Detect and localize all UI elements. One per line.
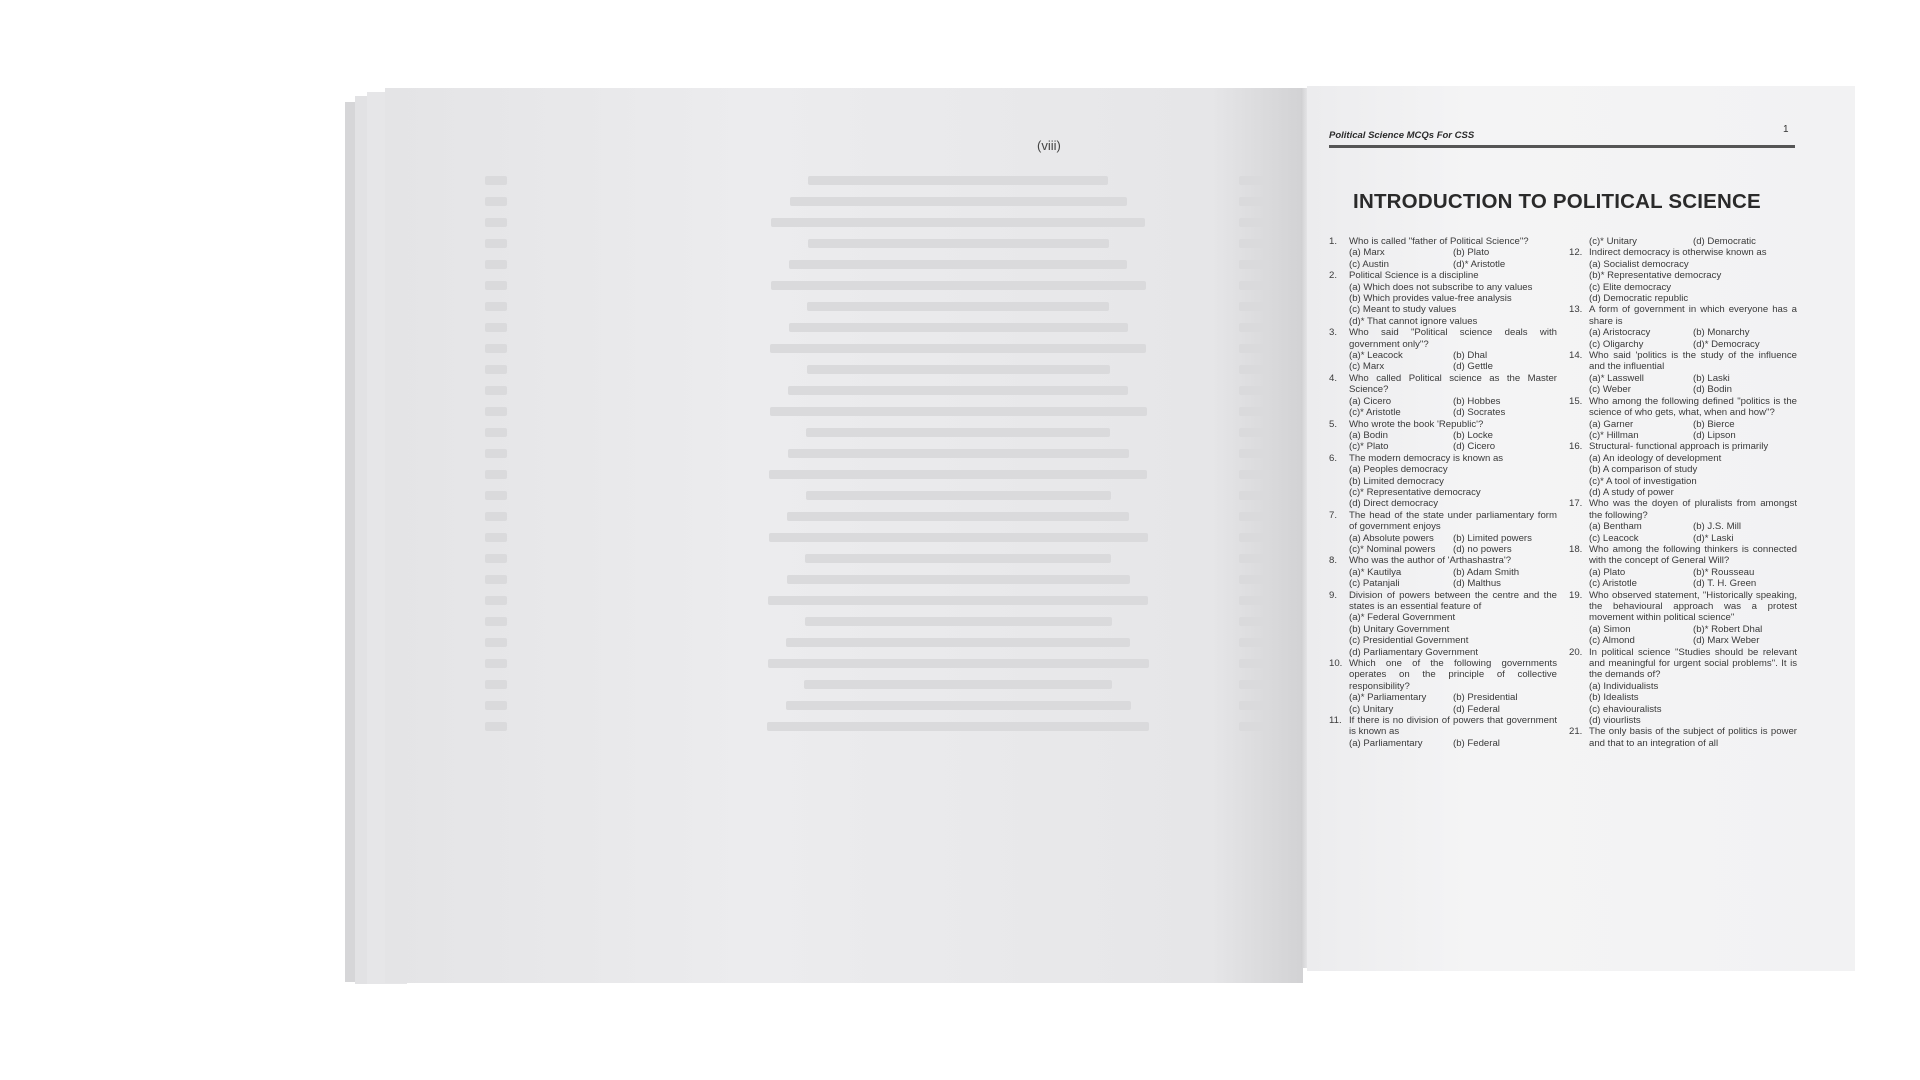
question-stem bbox=[1329, 715, 1557, 738]
faded-line bbox=[485, 359, 1265, 380]
faded-line bbox=[485, 632, 1265, 653]
answer-option: (c) Austin bbox=[1349, 258, 1389, 270]
answer-options bbox=[1569, 373, 1797, 396]
answer-option: (a) Which does not subscribe to any values bbox=[1349, 281, 1533, 293]
answer-option: (a) Aristocracy bbox=[1589, 327, 1651, 339]
question-text: Who among the following thinkers is connected with the concept of General Will? bbox=[1589, 543, 1797, 567]
answer-options bbox=[1329, 247, 1557, 270]
open-book bbox=[345, 88, 1797, 988]
answer-option: (a) Plato bbox=[1589, 566, 1626, 578]
question-text: If there is no division of powers that government is known as bbox=[1349, 715, 1557, 738]
answer-option: (c) Unitary bbox=[1349, 703, 1394, 715]
faded-line bbox=[485, 464, 1265, 485]
question-text: Indirect democracy is otherwise known as bbox=[1589, 247, 1767, 259]
faded-line bbox=[485, 653, 1265, 674]
running-head: Political Science MCQs For CSS bbox=[1329, 130, 1795, 148]
question-stem bbox=[1569, 498, 1797, 521]
question-item bbox=[1329, 555, 1557, 589]
answer-option: (a) Peoples democracy bbox=[1349, 464, 1448, 476]
question-stem bbox=[1329, 236, 1557, 247]
question-text: Who was the doyen of pluralists from amongst the following? bbox=[1589, 498, 1797, 521]
question-number: 2. bbox=[1329, 270, 1338, 282]
answer-option: (d) Federal bbox=[1453, 703, 1500, 715]
faded-line bbox=[485, 233, 1265, 254]
answer-option: (d)* That cannot ignore values bbox=[1349, 315, 1478, 327]
answer-options bbox=[1569, 624, 1797, 647]
question-stem bbox=[1329, 510, 1557, 533]
question-text: Which one of the following governments operates on the principle of collective responsibility? bbox=[1349, 658, 1557, 692]
question-stem bbox=[1569, 350, 1797, 373]
answer-options bbox=[1329, 692, 1557, 715]
answer-option: (b)* Representative democracy bbox=[1589, 270, 1722, 282]
question-item bbox=[1569, 350, 1797, 396]
question-stem bbox=[1569, 544, 1797, 567]
answer-options bbox=[1329, 396, 1557, 419]
question-text: Who was the author of 'Arthashastra'? bbox=[1349, 555, 1512, 567]
answer-option: (c) Patanjali bbox=[1349, 578, 1400, 590]
question-item bbox=[1569, 304, 1797, 350]
question-text: Who among the following defined "politics is the science of who gets, what, when and how"? bbox=[1589, 395, 1797, 419]
question-stem bbox=[1569, 396, 1797, 419]
faded-line bbox=[485, 611, 1265, 632]
faded-line bbox=[485, 254, 1265, 275]
answer-option: (c)* Nominal powers bbox=[1349, 543, 1436, 555]
question-stem bbox=[1329, 270, 1557, 281]
question-item bbox=[1569, 498, 1797, 544]
answer-option: (c) Almond bbox=[1589, 635, 1635, 647]
right-page bbox=[1307, 86, 1855, 971]
answer-option: (c)* Plato bbox=[1349, 441, 1389, 453]
question-text: In political science "Studies should be relevant and meaningful for urgent social problems". It is the demands of? bbox=[1589, 646, 1797, 681]
faded-line bbox=[485, 380, 1265, 401]
question-text: Structural- functional approach is primarily bbox=[1589, 441, 1769, 453]
question-text: The only basis of the subject of politics is power and that to an integration of all bbox=[1589, 726, 1797, 749]
answer-option: (b) Presidential bbox=[1453, 692, 1518, 704]
answer-option: (d) Malthus bbox=[1453, 578, 1501, 590]
answer-option: (d) Democratic bbox=[1693, 236, 1756, 247]
answer-option: (a) Socialist democracy bbox=[1589, 258, 1689, 270]
answer-option: (a) Simon bbox=[1589, 623, 1631, 635]
left-page bbox=[385, 88, 1303, 983]
question-text: Division of powers between the centre and the states is an essential feature of bbox=[1349, 589, 1557, 612]
question-item bbox=[1329, 373, 1557, 419]
question-item bbox=[1329, 327, 1557, 373]
answer-option: (a) An ideology of development bbox=[1589, 452, 1722, 464]
answer-option: (d) Parliamentary Government bbox=[1349, 646, 1479, 658]
faded-line bbox=[485, 401, 1265, 422]
answer-option: (b) Monarchy bbox=[1693, 327, 1750, 339]
question-item bbox=[1329, 236, 1557, 270]
faded-show-through-text bbox=[485, 170, 1265, 737]
answer-options bbox=[1329, 567, 1557, 590]
question-number: 12. bbox=[1569, 247, 1583, 259]
answer-option: (a) Cicero bbox=[1349, 395, 1392, 407]
question-stem bbox=[1329, 453, 1557, 464]
answer-option: (d) Lipson bbox=[1693, 429, 1736, 441]
answer-option: (d) Cicero bbox=[1453, 441, 1496, 453]
answer-options bbox=[1569, 259, 1797, 305]
question-number: 10. bbox=[1329, 658, 1343, 670]
faded-line bbox=[485, 191, 1265, 212]
answer-option: (b) Dhal bbox=[1453, 350, 1488, 362]
right-page-number: 1 bbox=[1783, 124, 1789, 135]
question-item bbox=[1569, 441, 1797, 498]
question-number: 1. bbox=[1329, 236, 1338, 247]
answer-option: (a) Absolute powers bbox=[1349, 532, 1434, 544]
answer-option: (b) Locke bbox=[1453, 429, 1493, 441]
answer-option: (a) Bentham bbox=[1589, 521, 1642, 533]
question-stem bbox=[1569, 590, 1797, 624]
question-stem bbox=[1329, 590, 1557, 613]
answer-option: (c) Meant to study values bbox=[1349, 304, 1457, 316]
question-stem bbox=[1329, 373, 1557, 396]
question-number: 19. bbox=[1569, 589, 1583, 601]
question-item bbox=[1569, 247, 1797, 304]
faded-line bbox=[485, 443, 1265, 464]
question-item bbox=[1569, 590, 1797, 647]
answer-option: (c)* Unitary bbox=[1589, 236, 1637, 247]
question-text: Who is called "father of Political Science"? bbox=[1349, 236, 1529, 247]
question-item bbox=[1569, 726, 1797, 749]
answer-option: (c) Aristotle bbox=[1589, 578, 1637, 590]
answer-option: (b) Bierce bbox=[1693, 418, 1735, 430]
faded-line bbox=[485, 338, 1265, 359]
faded-line bbox=[485, 548, 1265, 569]
faded-line bbox=[485, 569, 1265, 590]
faded-line bbox=[485, 590, 1265, 611]
answer-options bbox=[1329, 350, 1557, 373]
answer-option: (d) no powers bbox=[1453, 543, 1512, 555]
answer-options bbox=[1569, 567, 1797, 590]
answer-option: (d) Marx Weber bbox=[1693, 635, 1760, 647]
question-number: 6. bbox=[1329, 452, 1338, 464]
answer-option: (b) Idealists bbox=[1589, 692, 1639, 704]
answer-option: (a) Individualists bbox=[1589, 680, 1659, 692]
answer-options bbox=[1569, 681, 1797, 727]
question-number: 20. bbox=[1569, 646, 1583, 658]
answer-option: (a)* Leacock bbox=[1349, 350, 1403, 362]
answer-options bbox=[1329, 612, 1557, 658]
answer-option: (c) Marx bbox=[1349, 361, 1385, 373]
question-stem bbox=[1569, 647, 1797, 681]
answer-option: (d) Bodin bbox=[1693, 384, 1732, 396]
question-text: Who said 'politics is the study of the influence and the influential bbox=[1589, 350, 1797, 373]
question-stem bbox=[1569, 441, 1797, 452]
answer-option: (b) Limited powers bbox=[1453, 532, 1532, 544]
answer-option: (a) Marx bbox=[1349, 247, 1385, 259]
answer-option: (a) Garner bbox=[1589, 418, 1634, 430]
answer-option: (c) Weber bbox=[1589, 384, 1631, 396]
question-number: 18. bbox=[1569, 543, 1583, 555]
answer-option: (c) Elite democracy bbox=[1589, 281, 1672, 293]
faded-line bbox=[485, 275, 1265, 296]
faded-line bbox=[485, 695, 1265, 716]
answer-option: (b) Which provides value-free analysis bbox=[1349, 293, 1512, 305]
question-item bbox=[1329, 715, 1557, 749]
question-number: 3. bbox=[1329, 327, 1338, 339]
question-item bbox=[1329, 270, 1557, 327]
question-stem bbox=[1329, 555, 1557, 566]
answer-option: (a)* Federal Government bbox=[1349, 612, 1456, 624]
answer-option: (c) Presidential Government bbox=[1349, 635, 1469, 647]
answer-options bbox=[1329, 738, 1557, 749]
faded-line bbox=[485, 716, 1265, 737]
question-number: 9. bbox=[1329, 589, 1338, 601]
answer-options bbox=[1569, 521, 1797, 544]
answer-option: (b) J.S. Mill bbox=[1693, 521, 1741, 533]
question-item bbox=[1329, 510, 1557, 556]
question-item bbox=[1569, 647, 1797, 727]
answer-option: (c) Oligarchy bbox=[1589, 338, 1644, 350]
faded-line bbox=[485, 170, 1265, 191]
answer-option: (b) Plato bbox=[1453, 247, 1490, 259]
question-text: Who observed statement, "Historically speaking, the behavioural approach was a protest movement within political science" bbox=[1589, 589, 1797, 624]
answer-option: (d)* Aristotle bbox=[1453, 258, 1506, 270]
answer-option: (c)* Aristotle bbox=[1349, 407, 1401, 419]
question-number: 8. bbox=[1329, 555, 1338, 567]
question-number: 14. bbox=[1569, 350, 1583, 362]
faded-line bbox=[485, 296, 1265, 317]
answer-options bbox=[1569, 419, 1797, 442]
answer-options bbox=[1329, 464, 1557, 510]
question-text: The modern democracy is known as bbox=[1349, 452, 1504, 464]
answer-option: (d) Gettle bbox=[1453, 361, 1493, 373]
question-item bbox=[1329, 590, 1557, 658]
answer-option: (b)* Rousseau bbox=[1693, 566, 1755, 578]
faded-line bbox=[485, 212, 1265, 233]
answer-options bbox=[1569, 453, 1797, 499]
question-number: 7. bbox=[1329, 509, 1338, 521]
question-item bbox=[1329, 658, 1557, 715]
question-number: 13. bbox=[1569, 304, 1583, 316]
question-number: 5. bbox=[1329, 418, 1338, 430]
question-column-right bbox=[1569, 236, 1797, 749]
answer-option: (a) Parliamentary bbox=[1349, 737, 1423, 749]
answer-option: (a) Bodin bbox=[1349, 429, 1388, 441]
question-stem bbox=[1569, 726, 1797, 749]
question-number: 17. bbox=[1569, 498, 1583, 510]
answer-option: (c) Leacock bbox=[1589, 532, 1639, 544]
answer-options bbox=[1329, 533, 1557, 556]
question-stem bbox=[1329, 658, 1557, 692]
answer-option: (c)* Hillman bbox=[1589, 429, 1639, 441]
question-number: 11. bbox=[1329, 715, 1342, 727]
answer-option: (b) Limited democracy bbox=[1349, 475, 1444, 487]
faded-line bbox=[485, 485, 1265, 506]
answer-option: (c)* A tool of investigation bbox=[1589, 475, 1697, 487]
answer-option: (c)* Representative democracy bbox=[1349, 486, 1481, 498]
question-text: Who called Political science as the Master Science? bbox=[1349, 372, 1557, 396]
answer-option: (b)* Robert Dhal bbox=[1693, 623, 1763, 635]
question-number: 15. bbox=[1569, 395, 1583, 407]
question-stem bbox=[1569, 247, 1797, 258]
chapter-title: INTRODUCTION TO POLITICAL SCIENCE bbox=[1353, 190, 1761, 213]
question-stem bbox=[1329, 327, 1557, 350]
answer-options bbox=[1569, 236, 1797, 247]
answer-options bbox=[1569, 327, 1797, 350]
answer-option: (a)* Lasswell bbox=[1589, 372, 1644, 384]
answer-option: (b) Federal bbox=[1453, 737, 1500, 749]
answer-option: (b) Laski bbox=[1693, 372, 1730, 384]
answer-options bbox=[1329, 430, 1557, 453]
question-text: The head of the state under parliamentary form of government enjoys bbox=[1349, 509, 1557, 533]
faded-line bbox=[485, 422, 1265, 443]
question-item bbox=[1569, 396, 1797, 442]
answer-option: (d) Socrates bbox=[1453, 407, 1506, 419]
question-text: Who said "Political science deals with government only"? bbox=[1349, 327, 1557, 350]
answer-option: (d) T. H. Green bbox=[1693, 578, 1757, 590]
question-text: Political Science is a discipline bbox=[1349, 270, 1479, 282]
answer-option: (b) Adam Smith bbox=[1453, 566, 1520, 578]
answer-option: (a)* Kautilya bbox=[1349, 566, 1402, 578]
left-page-number: (viii) bbox=[1037, 138, 1061, 153]
answer-option: (d)* Democracy bbox=[1693, 338, 1760, 350]
question-item bbox=[1329, 453, 1557, 510]
question-item bbox=[1569, 544, 1797, 590]
answer-option: (b) Unitary Government bbox=[1349, 623, 1450, 635]
faded-line bbox=[485, 317, 1265, 338]
answer-option: (d) Direct democracy bbox=[1349, 498, 1439, 510]
answer-option: (d) Democratic republic bbox=[1589, 293, 1689, 305]
question-number: 21. bbox=[1569, 726, 1583, 738]
question-number: 4. bbox=[1329, 372, 1338, 384]
answer-option: (d)* Laski bbox=[1693, 532, 1734, 544]
faded-line bbox=[485, 506, 1265, 527]
question-stem bbox=[1329, 419, 1557, 430]
answer-option: (d) viourlists bbox=[1589, 715, 1641, 727]
question-stem bbox=[1569, 304, 1797, 327]
question-item bbox=[1329, 419, 1557, 453]
question-column-left bbox=[1329, 236, 1557, 749]
answer-options bbox=[1329, 282, 1557, 328]
answer-option: (c) ehaviouralists bbox=[1589, 703, 1662, 715]
question-text: Who wrote the book 'Republic'? bbox=[1349, 418, 1484, 430]
question-item bbox=[1569, 236, 1797, 247]
question-text: A form of government in which everyone has a share is bbox=[1589, 304, 1797, 327]
answer-option: (d) A study of power bbox=[1589, 486, 1674, 498]
question-number: 16. bbox=[1569, 441, 1583, 453]
answer-option: (b) A comparison of study bbox=[1589, 464, 1698, 476]
faded-line bbox=[485, 674, 1265, 695]
answer-option: (a)* Parliamentary bbox=[1349, 692, 1427, 704]
faded-line bbox=[485, 527, 1265, 548]
answer-option: (b) Hobbes bbox=[1453, 395, 1501, 407]
